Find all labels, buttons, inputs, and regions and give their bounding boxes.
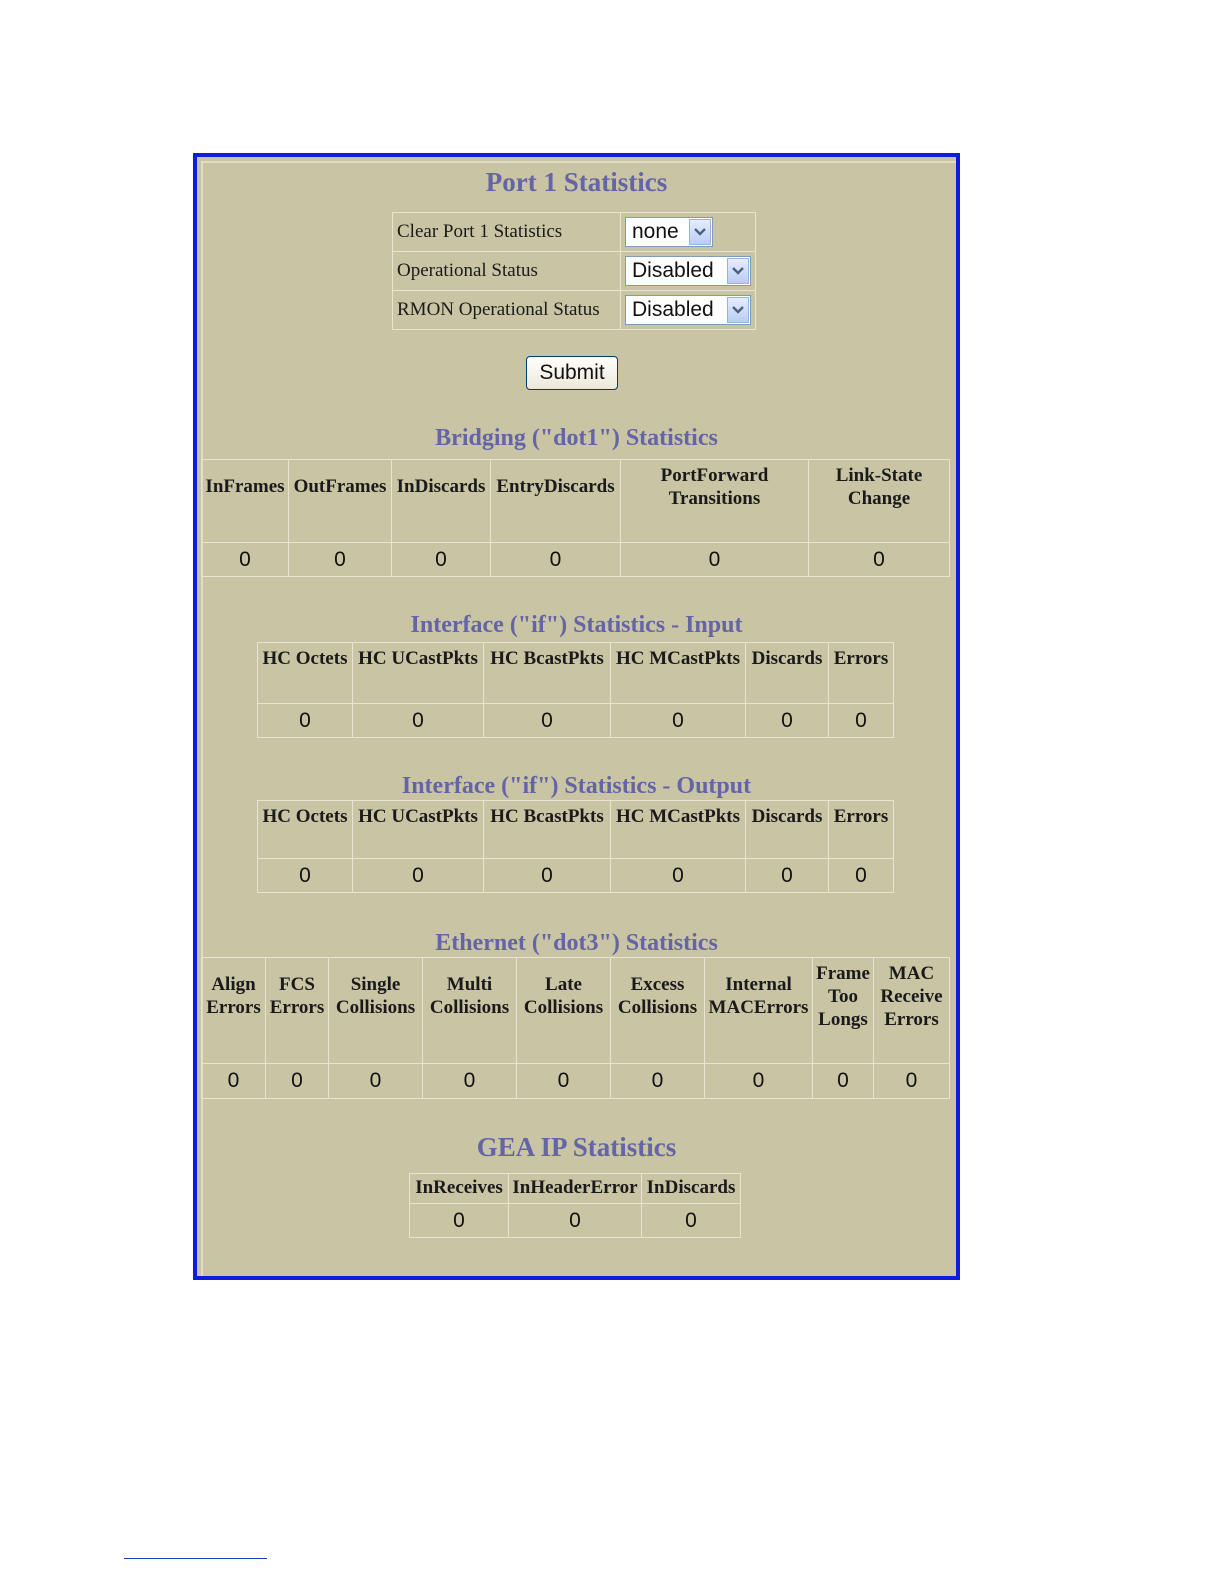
if-input-table — [257, 642, 894, 738]
form-row-rmon — [393, 291, 756, 330]
chevron-down-icon[interactable] — [689, 219, 711, 245]
if-output-header-row — [258, 801, 894, 859]
ethernet-col-macreceive: MAC Receive Errors — [874, 958, 950, 1064]
if-output-col-octets: HC Octets — [258, 801, 353, 859]
ethernet-col-fcs: FCS Errors — [266, 958, 329, 1064]
gea-ip-val-indiscards: 0 — [642, 1204, 741, 1238]
if-input-value-row — [258, 704, 894, 738]
ethernet-col-single: Single Collisions — [329, 958, 423, 1064]
gea-ip-heading: GEA IP Statistics — [476, 1132, 677, 1162]
if-output-table — [257, 800, 894, 893]
if-input-col-errors: Errors — [829, 643, 894, 704]
clear-statistics-cell — [621, 213, 756, 252]
gea-ip-val-inreceives: 0 — [410, 1204, 509, 1238]
ethernet-value-row — [202, 1064, 950, 1099]
bridging-val-indiscards: 0 — [392, 543, 491, 577]
ethernet-header-row — [202, 958, 950, 1064]
if-input-col-bcast: HC BcastPkts — [484, 643, 611, 704]
rmon-status-value: Disabled — [632, 298, 714, 321]
bridging-val-inframes: 0 — [202, 543, 289, 577]
chevron-down-icon[interactable] — [727, 258, 749, 284]
ethernet-col-multi: Multi Collisions — [423, 958, 517, 1064]
rmon-status-label: RMON Operational Status — [393, 291, 621, 330]
bridging-col-portforward: PortForward Transitions — [621, 460, 809, 543]
ethernet-col-excess: Excess Collisions — [611, 958, 705, 1064]
bridging-val-portforward: 0 — [621, 543, 809, 577]
ethernet-col-align: Align Errors — [202, 958, 266, 1064]
if-output-val-bcast: 0 — [484, 859, 611, 893]
bridging-col-indiscards: InDiscards — [392, 460, 491, 543]
footnote-divider — [124, 1558, 267, 1559]
if-output-col-mcast: HC MCastPkts — [611, 801, 746, 859]
if-input-header-row — [258, 643, 894, 704]
bridging-col-outframes: OutFrames — [289, 460, 392, 543]
ethernet-val-excess: 0 — [611, 1064, 705, 1099]
bridging-val-linkstate: 0 — [809, 543, 950, 577]
gea-ip-val-inheadererror: 0 — [509, 1204, 642, 1238]
bridging-val-outframes: 0 — [289, 543, 392, 577]
clear-statistics-label: Clear Port 1 Statistics — [393, 213, 621, 252]
clear-statistics-select[interactable] — [625, 217, 713, 247]
ethernet-val-single: 0 — [329, 1064, 423, 1099]
gea-ip-table — [409, 1173, 741, 1238]
if-output-val-ucast: 0 — [353, 859, 484, 893]
if-output-val-errors: 0 — [829, 859, 894, 893]
if-input-heading: Interface ("if") Statistics - Input — [410, 612, 743, 638]
if-input-val-discards: 0 — [746, 704, 829, 738]
if-input-col-ucast: HC UCastPkts — [353, 643, 484, 704]
ethernet-val-fcs: 0 — [266, 1064, 329, 1099]
page-title: Port 1 Statistics — [485, 167, 668, 197]
if-output-value-row — [258, 859, 894, 893]
port-settings-form — [392, 212, 756, 330]
ethernet-val-macreceive: 0 — [874, 1064, 950, 1099]
gea-ip-value-row — [410, 1204, 741, 1238]
ethernet-val-align: 0 — [202, 1064, 266, 1099]
ethernet-val-frametoolongs: 0 — [813, 1064, 874, 1099]
ethernet-val-multi: 0 — [423, 1064, 517, 1099]
ethernet-val-late: 0 — [517, 1064, 611, 1099]
if-input-val-octets: 0 — [258, 704, 353, 738]
if-input-col-discards: Discards — [746, 643, 829, 704]
bridging-heading: Bridging ("dot1") Statistics — [435, 425, 718, 451]
if-input-val-mcast: 0 — [611, 704, 746, 738]
ethernet-col-internal: Internal MACErrors — [705, 958, 813, 1064]
gea-ip-col-inreceives: InReceives — [410, 1174, 509, 1204]
gea-ip-col-indiscards: InDiscards — [642, 1174, 741, 1204]
clear-statistics-value: none — [632, 220, 679, 243]
ethernet-col-late: Late Collisions — [517, 958, 611, 1064]
chevron-down-icon[interactable] — [727, 297, 749, 323]
operational-status-value: Disabled — [632, 259, 714, 282]
operational-status-label: Operational Status — [393, 252, 621, 291]
bridging-col-linkstate: Link-State Change — [809, 460, 950, 543]
ethernet-heading: Ethernet ("dot3") Statistics — [435, 930, 718, 956]
if-output-col-ucast: HC UCastPkts — [353, 801, 484, 859]
if-output-val-discards: 0 — [746, 859, 829, 893]
rmon-status-select[interactable] — [625, 295, 751, 325]
port-statistics-panel — [193, 153, 960, 1280]
operational-status-cell — [621, 252, 756, 291]
bridging-table — [201, 459, 950, 577]
rmon-status-cell — [621, 291, 756, 330]
bridging-header-row — [202, 460, 950, 543]
bridging-col-entrydiscards: EntryDiscards — [491, 460, 621, 543]
bridging-value-row — [202, 543, 950, 577]
form-row-operational — [393, 252, 756, 291]
if-input-col-octets: HC Octets — [258, 643, 353, 704]
if-output-col-discards: Discards — [746, 801, 829, 859]
if-output-val-mcast: 0 — [611, 859, 746, 893]
if-output-col-bcast: HC BcastPkts — [484, 801, 611, 859]
if-input-val-errors: 0 — [829, 704, 894, 738]
if-input-val-ucast: 0 — [353, 704, 484, 738]
if-input-col-mcast: HC MCastPkts — [611, 643, 746, 704]
bridging-val-entrydiscards: 0 — [491, 543, 621, 577]
ethernet-val-internal: 0 — [705, 1064, 813, 1099]
if-output-heading: Interface ("if") Statistics - Output — [401, 773, 752, 799]
ethernet-col-frametoolongs: Frame Too Longs — [813, 958, 874, 1064]
form-row-clear — [393, 213, 756, 252]
if-output-col-errors: Errors — [829, 801, 894, 859]
bridging-col-inframes: InFrames — [202, 460, 289, 543]
gea-ip-col-inheadererror: InHeaderError — [509, 1174, 642, 1204]
gea-ip-header-row — [410, 1174, 741, 1204]
submit-button[interactable]: Submit — [526, 356, 618, 390]
if-input-val-bcast: 0 — [484, 704, 611, 738]
ethernet-table — [201, 957, 950, 1099]
if-output-val-octets: 0 — [258, 859, 353, 893]
operational-status-select[interactable] — [625, 256, 751, 286]
